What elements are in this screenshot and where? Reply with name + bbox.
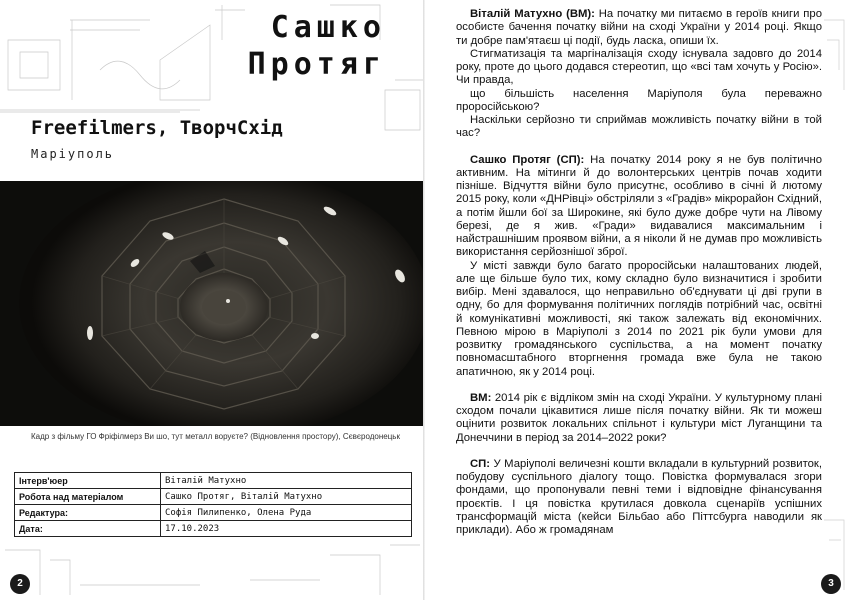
paragraph-text: 2014 рік є відліком змін на сході України. У культурному плані сходом почали цікавитися лише після початку війни. Як ти можеш оцінити розвиток локальних спільнот і культури міст Луганщини та Донеччини в період за 2014–2022 роки? — [456, 391, 822, 444]
left-page — [0, 0, 424, 600]
paragraph: Стигматизація та маргіналізація сходу існувала задовго до 2014 року, проте до цього додався стереотип, що «всі там хочуть у Росію». Чи правда, — [456, 47, 822, 87]
photo-caption: Кадр з фільму ГО Фріфілмерз Ви шо, тут металл воруєте? (Відновлення простору), Сєвєродонецьк — [31, 432, 400, 441]
paragraph: У місті завжди було багато проросійськи налаштованих людей, але ще більше було тих, кому складно було визначитися і зробити вибір. Мені здавалося, що неправильно об'єднувати ці дві групи в одну, бо для формування політичних поглядів потрібний час, освітні й комунікативні можливості, які також залежать від економічних. Певною мірою в Маріуполі з 2014 по 2021 рік були умови для розвитку громадянського суспільства, а на момент початку повномасштабного вторгнення громада вже була не такою апатичною, як у 2014 році. — [456, 259, 822, 378]
paragraph — [456, 458, 822, 538]
paragraph — [456, 154, 822, 260]
table-row — [15, 521, 412, 537]
info-key: Робота над матеріалом — [15, 489, 161, 505]
paragraph-text: У Маріуполі величезні кошти вкладали в культурний розвиток, побудову суспільного діалогу тощо. Повістка формувалася згори фондами, що пропонували певні теми і відповідне фінансування проєктів. І ця повістка крутилася довкола сценаріїв успішних трансформацій міста (кейси Більбао або Піттсбурга наводили як приклади). Або ж громадянам — [456, 457, 822, 536]
info-value: 17.10.2023 — [161, 521, 412, 537]
paragraph: Наскільки серйозно ти сприймав можливість початку війни в той час? — [456, 114, 822, 140]
paragraph — [456, 8, 822, 48]
title-last-name: Протяг — [247, 47, 386, 82]
table-row — [15, 489, 412, 505]
speaker-label: ВМ: — [470, 391, 492, 404]
city-name: Маріуполь — [31, 147, 115, 161]
info-key: Редактура: — [15, 505, 161, 521]
info-key: Дата: — [15, 521, 161, 537]
paragraph: що більшість населення Маріуполя була переважно проросійською? — [456, 87, 822, 113]
paragraph-text: На початку ми питаємо в героїв книги про особисте бачення початку війни на сході України у 2014 році. Якщо ти добре пам'ятаєш ці події, будь ласка, опиши їх. — [456, 8, 822, 47]
paragraph-text: На початку 2014 року я не був політично активним. На мітинги й до волонтерських центрів почав ходити пізніше. Відчуття війни було присутнє, особливо в січні й лютому 2015 року, коли «ДНРівці» обстріляли з «Градів» мікрорайон Східний, а потім йшли бої за Широкине, які було дуже добре чути на Лівому березі, де я жив. «Гради» видавалися максимальним і найстрашнішим проявом війни, а я ніколи й не думав про можливість використання серйознішої зброї. — [456, 153, 822, 259]
page-number-right: 3 — [821, 574, 841, 594]
info-value: Софія Пилипенко, Олена Руда — [161, 505, 412, 521]
paragraph — [456, 392, 822, 445]
speaker-label: Віталій Матухно (ВМ): — [470, 8, 595, 20]
info-value: Віталій Матухно — [161, 473, 412, 489]
tower-interior-image — [0, 181, 424, 426]
info-key: Інтерв'юер — [15, 473, 161, 489]
info-value: Сашко Протяг, Віталій Матухно — [161, 489, 412, 505]
title-first-name: Сашко — [270, 10, 386, 45]
right-page — [425, 0, 849, 600]
table-row — [15, 505, 412, 521]
film-still-photo — [0, 181, 424, 426]
table-row — [15, 473, 412, 489]
info-table — [14, 472, 412, 537]
sketch-background-right — [819, 0, 849, 600]
page-number-left: 2 — [10, 574, 30, 594]
interview-text-column — [456, 8, 822, 537]
speaker-label: СП: — [470, 457, 491, 470]
speaker-label: Сашко Протяг (СП): — [470, 153, 585, 166]
organization-name: Freefilmers, ТворчСхід — [31, 117, 283, 139]
sketch-background-bottom — [0, 540, 424, 600]
